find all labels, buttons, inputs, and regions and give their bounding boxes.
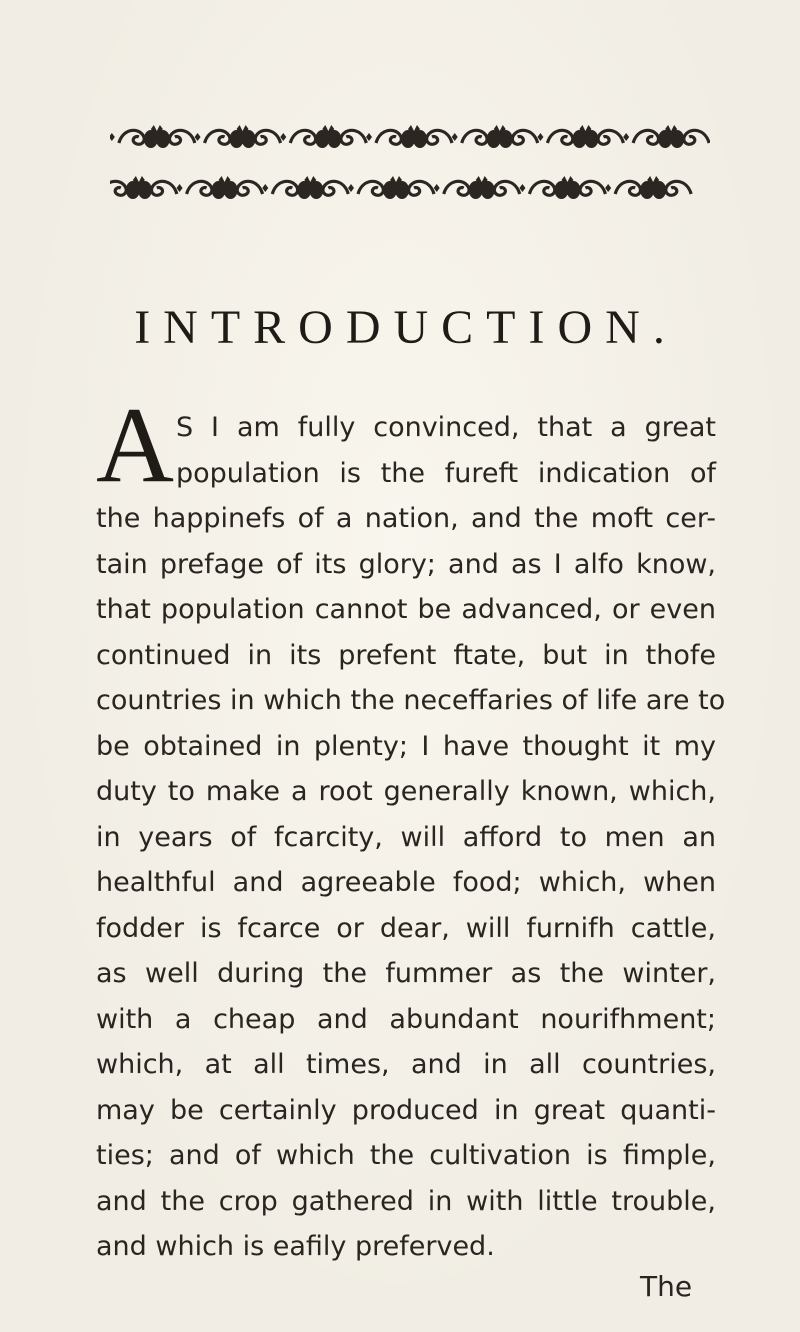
fleuron-motif [434, 176, 520, 199]
text-line: in years of fcarcity, will afford to men an [96, 821, 716, 853]
fleuron-motif [110, 176, 177, 199]
catchword: The [640, 1270, 693, 1303]
text-line: may be certainly produced in great quanti- [96, 1094, 716, 1126]
text-line: S I am fully convinced, that a great [176, 412, 716, 443]
fleuron-ornament-icon [110, 122, 710, 156]
fleuron-motif [348, 176, 434, 199]
text-line: tain prefage of its glory; and as I alfo know, [96, 548, 716, 580]
chapter-heading: INTRODUCTION. [134, 301, 678, 354]
headpiece-ornament-row-top [110, 122, 710, 156]
text-line: healthful and agreeable food; which, when [96, 867, 716, 898]
fleuron-motif [195, 125, 281, 148]
fleuron-motif [366, 125, 452, 148]
text-line: population is the fureft indication of [176, 457, 716, 489]
fleuron-ornament-icon [110, 173, 710, 207]
drop-cap: A [96, 386, 174, 505]
fleuron-motif [280, 125, 366, 148]
fleuron-motif [623, 125, 709, 148]
headpiece-ornament-row-bottom [110, 173, 710, 207]
text-line: be obtained in plenty; I have thought it my [96, 730, 716, 762]
fleuron-motif [519, 176, 605, 199]
fleuron-motif [452, 125, 538, 148]
text-line: duty to make a root generally known, which, [96, 776, 716, 807]
text-line: which, at all times, and in all countries, [96, 1049, 716, 1080]
fleuron-motif [110, 125, 195, 148]
text-line: the happinefs of a nation, and the moft cer- [96, 503, 716, 534]
fleuron-motif [537, 125, 623, 148]
text-line: and which is eafily preferved. [96, 1231, 495, 1262]
text-line: that population cannot be advanced, or even [96, 594, 716, 625]
body-paragraph [96, 405, 726, 1270]
text-line: fodder is fcarce or dear, will furnifh cattle, [96, 912, 716, 944]
text-line: countries in which the neceffaries of life are to [96, 685, 726, 716]
text-line: ties; and of which the cultivation is fimple, [96, 1140, 716, 1171]
fleuron-motif [605, 176, 691, 199]
text-line: with a cheap and abundant nourifhment; [96, 1003, 716, 1035]
text-line: and the crop gathered in with little trouble, [96, 1185, 716, 1217]
fleuron-motif [262, 176, 348, 199]
fleuron-motif [177, 176, 263, 199]
text-line: as well during the fummer as the winter, [96, 958, 716, 989]
text-line: continued in its prefent ftate, but in thofe [96, 639, 716, 671]
